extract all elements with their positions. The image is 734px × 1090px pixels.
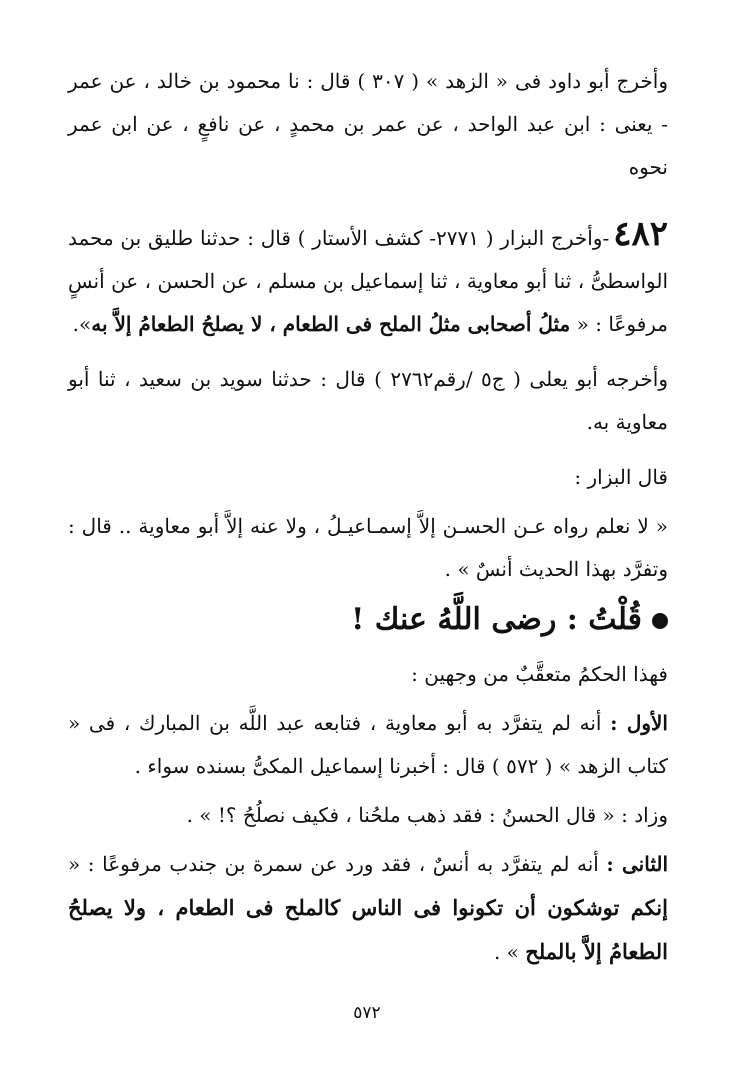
paragraph-text: وزاد : « قال الحسنُ : فقد ذهب ملحُنا ، فكيف نصلُحُ ؟! » . [186,803,668,827]
hadith-text-bold: مثلُ أصحابى مثلُ الملح فى الطعام ، لا يصلحُ الطعامُ إلاَّ به [91,312,571,336]
paragraph-text: قال البزار : [574,465,668,489]
paragraph-text: « لا نعلم رواه عـن الحسـن إلاَّ إسمـاعيـلُ ، ولا عنه إلاَّ أبو معاوية .. قال : وتفرَّد بهذا الحديث أنسٌ » . [68,514,668,581]
paragraph-second-aspect [68,843,668,974]
quote-close: » . [493,940,526,964]
paragraph-bazzar-said [68,456,668,499]
paragraph-text: وأخرج أبو داود فى « الزهد » ( ٣٠٧ ) قال : نا محمود بن خالد ، عن عمر - يعنى : ابن عبد الواحد ، عن عمر بن محمدٍ ، عن نافعٍ ، عن ابن عمر نحوه [68,69,668,179]
paragraph-hadith-482 [68,213,668,346]
quote-close: ». [72,312,92,336]
document-page [68,60,668,1040]
bullet-icon [652,613,668,629]
paragraph-abu-yala [68,358,668,444]
page-number: ٥٧٢ [353,1003,381,1023]
hadith-number: ٤٨٢ [613,214,669,254]
hadith-text-bold: إنكم توشكون أن تكونوا فى الناس كالملح فى الطعام ، ولا يصلحُ الطعامُ إلاَّ بالملح [68,895,668,964]
first-label: الأول : [610,711,668,735]
paragraph-text: أنه لم يتفرَّد به أنسٌ ، فقد ورد عن سمرة بن جندب مرفوعًا : « [68,852,607,876]
paragraph-text: أنه لم يتفرَّد به أبو معاوية ، فتابعه عبد اللَّه بن المبارك ، فى « كتاب الزهد » ( ٥٧٢ ) قال : أخبرنا إسماعيل المكىُّ بسنده سواء . [68,711,668,778]
paragraph-bazzar-quote [68,505,668,591]
paragraph-abu-dawud [68,60,668,189]
paragraph-text: وأخرجه أبو يعلى ( ج٥ /رقم٢٧٦٢ ) قال : حدثنا سويد بن سعيد ، ثنا أبو معاوية به. [68,367,668,434]
section-heading [68,597,668,643]
paragraph-text: -وأخرج البزار ( ٢٧٧١- كشف الأستار ) قال : حدثنا طليق بن محمد الواسطىُّ ، ثنا أبو معاوية ، ثنا إسماعيل بن مسلم ، عن الحسن ، عن أنسٍ مرفوعًا : « [68,226,668,336]
heading-text: قُلْتُ : رضى اللَّهُ عنك ! [351,602,642,637]
paragraph-text: فهذا الحكمُ متعقَّبٌ من وجهين : [411,662,668,686]
second-label: الثانى : [606,852,668,876]
paragraph-hasan-addition [68,794,668,837]
paragraph-first-aspect [68,702,668,788]
paragraph-two-aspects [68,653,668,696]
